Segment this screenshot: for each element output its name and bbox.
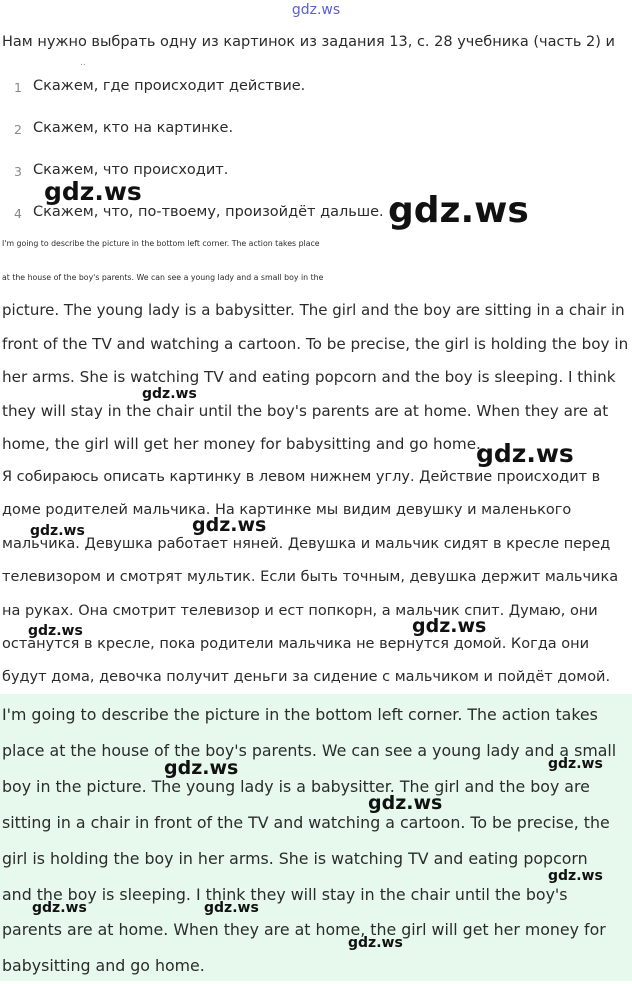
watermark: gdz.ws (548, 756, 603, 772)
truncated-ellipsis: .. (80, 58, 86, 68)
watermark: gdz.ws (388, 190, 529, 231)
watermark: gdz.ws (204, 900, 259, 916)
step-text: Скажем, что происходит. (33, 162, 229, 178)
text-line: на руках. Она смотрит телевизор и ест попкорн, а мальчик спит. Думаю, они (2, 602, 598, 619)
step-text: Скажем, что, по-твоему, произойдёт дальше. (33, 204, 384, 220)
watermark: gdz.ws (548, 868, 603, 884)
text-line: and the boy is sleeping. I think they will stay in the chair until the boy's (2, 884, 568, 904)
text-line: мальчика. Девушка работает няней. Девушка и мальчик сидят в кресле перед (2, 535, 611, 552)
text-line: at the house of the boy's parents. We can see a young lady and a small boy in the (2, 272, 324, 282)
text-line: home, the girl will get her money for babysitting and go home. (2, 435, 481, 453)
text-line: front of the TV and watching a cartoon. To be precise, the girl is holding the boy in (2, 334, 629, 353)
text-line: I'm going to describe the picture in the bottom left corner. The action takes (2, 705, 598, 724)
watermark: gdz.ws (142, 386, 197, 402)
text-line: they will stay in the chair until the boy's parents are at home. When they are at (2, 401, 609, 420)
step-text: Скажем, кто на картинке. (33, 120, 234, 136)
watermark: gdz.ws (192, 514, 267, 536)
step-number: 3 (14, 164, 22, 179)
watermark: gdz.ws (44, 177, 142, 206)
text-line: place at the house of the boy's parents. We can see a young lady and a small (2, 740, 617, 760)
text-line: picture. The young lady is a babysitter. The girl and the boy are sitting in a chair in (2, 301, 625, 319)
watermark: gdz.ws (368, 792, 443, 814)
text-line: телевизором и смотрят мультик. Если быть точным, девушка держит мальчика (2, 569, 619, 586)
watermark: gdz.ws (476, 439, 574, 468)
text-line: Я собираюсь описать картинку в левом нижнем углу. Действие происходит в (2, 469, 601, 485)
watermark: gdz.ws (164, 757, 239, 779)
intro-text: Нам нужно выбрать одну из картинок из задания 13, с. 28 учебника (часть 2) и (2, 34, 615, 50)
watermark: gdz.ws (412, 615, 487, 637)
answer-paragraph (2, 697, 616, 984)
text-line: girl is holding the boy in her arms. She is watching TV and eating popcorn (2, 848, 588, 868)
text-line: I'm going to describe the picture in the bottom left corner. The action takes place (2, 239, 320, 248)
russian-paragraph (2, 461, 618, 695)
site-header-link[interactable]: gdz.ws (291, 2, 341, 18)
text-line: boy in the picture. The young lady is a babysitter. The girl and the boy are (2, 776, 590, 796)
english-paragraph (2, 227, 628, 462)
text-line: sitting in a chair in front of the TV and watching a cartoon. To be precise, the (2, 812, 610, 832)
text-line: her arms. She is watching TV and eating popcorn and the boy is sleeping. I think (2, 368, 616, 386)
step-number: 4 (14, 206, 22, 221)
watermark: gdz.ws (32, 900, 87, 916)
step-number: 1 (14, 80, 22, 95)
text-line: будут дома, девочка получит деньги за сидение с мальчиком и пойдёт домой. (2, 669, 611, 686)
watermark: gdz.ws (348, 935, 403, 951)
watermark: gdz.ws (30, 523, 85, 539)
text-line: babysitting and go home. (2, 956, 205, 976)
step-number: 2 (14, 122, 22, 137)
watermark: gdz.ws (28, 623, 83, 639)
text-line: доме родителей мальчика. На картинке мы видим девушку и маленького (2, 502, 572, 519)
text-line: parents are at home. When they are at home, the girl will get her money for (2, 920, 606, 940)
text-line: останутся в кресле, пока родители мальчика не вернутся домой. Когда они (2, 636, 590, 653)
step-text: Скажем, где происходит действие. (33, 78, 306, 94)
